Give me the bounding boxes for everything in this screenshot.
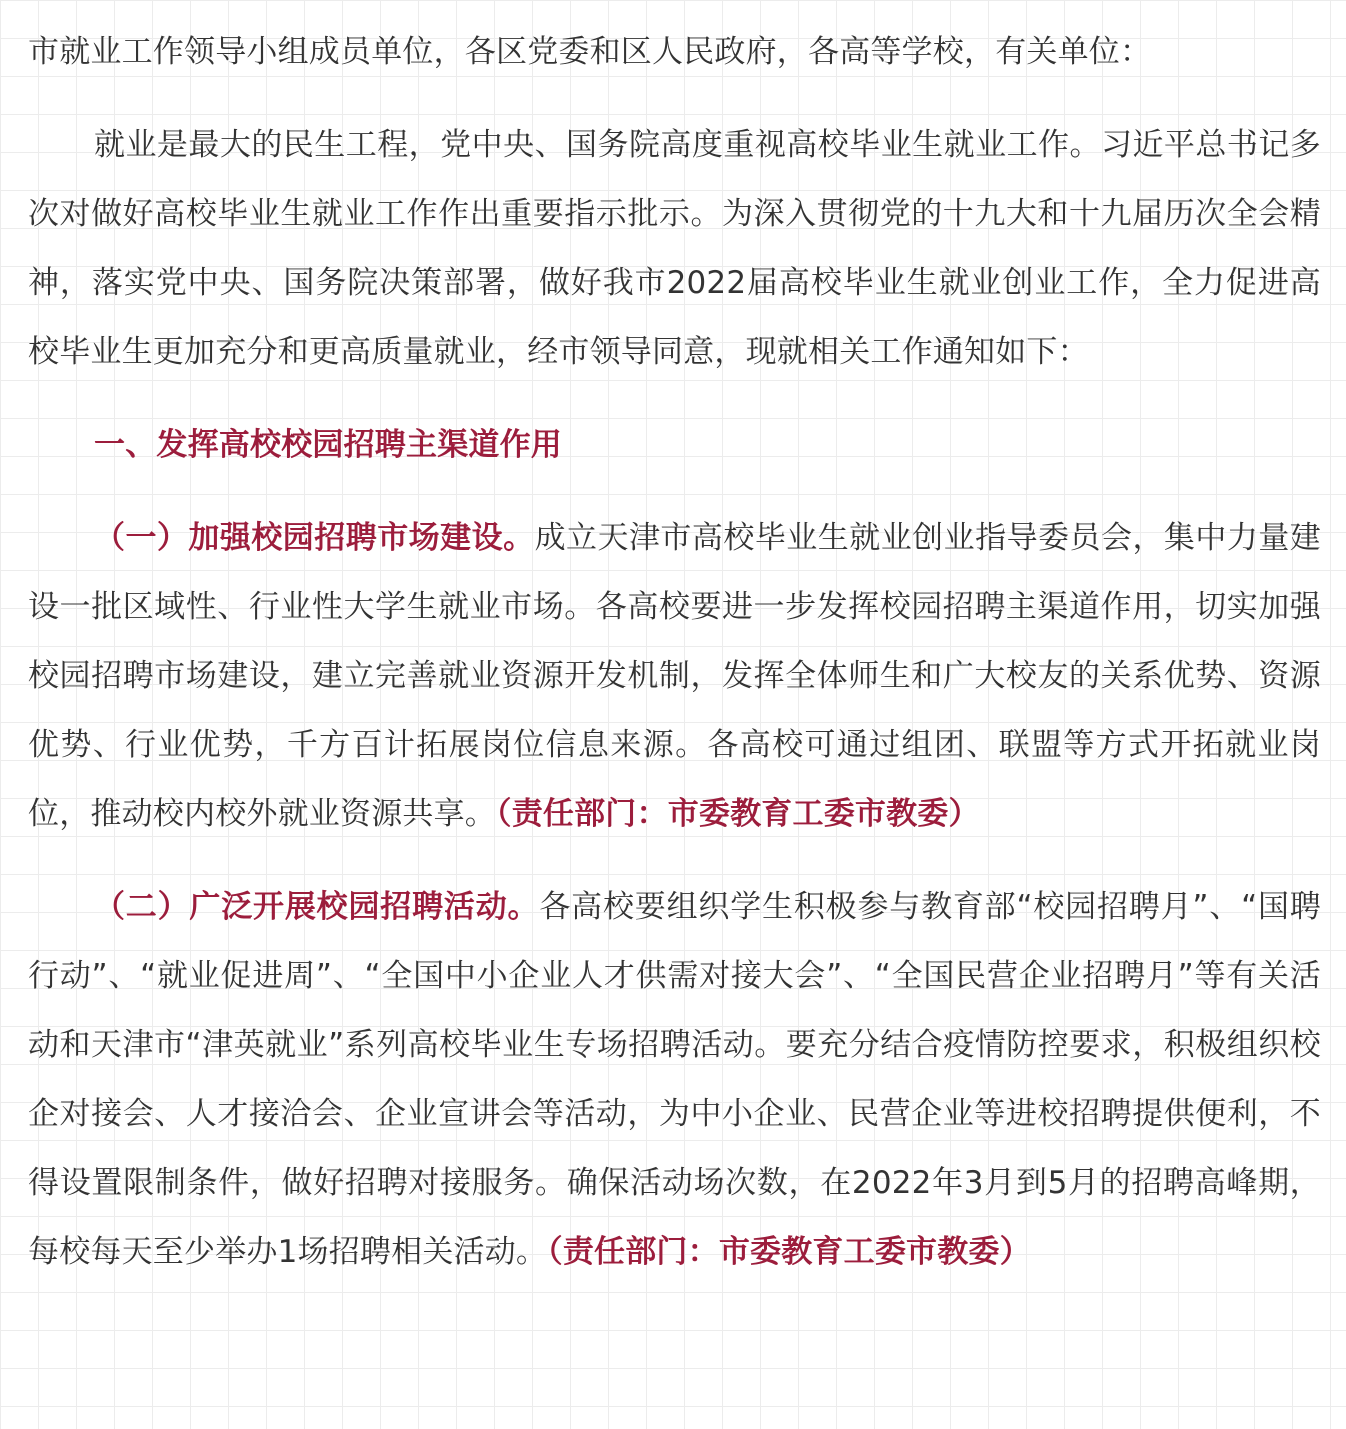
subsection-2-paragraph [28,873,1321,1287]
subsection-2-title: （二）广泛开展校园招聘活动。 [94,889,540,925]
subsection-1-body: 成立天津市高校毕业生就业创业指导委员会，集中力量建设一批区域性、行业性大学生就业市场。各高校要进一步发挥校园招聘主渠道作用，切实加强校园招聘市场建设，建立完善就业资源开发机制，发挥全体师生和广大校友的关系优势、资源优势、行业优势，千方百计拓展岗位信息来源。各高校可通过组团、联盟等方式开拓就业岗位，推动校内校外就业资源共享。 [28,520,1321,832]
subsection-1-title: （一）加强校园招聘市场建设。 [94,520,535,556]
section-heading: 一、发挥高校校园招聘主渠道作用 [94,427,562,463]
subsection-2-body: 各高校要组织学生积极参与教育部“校园招聘月”、“国聘行动”、“就业促进周”、“全国中小企业人才供需对接大会”、“全国民营企业招聘月”等有关活动和天津市“津英就业”系列高校毕业生专场招聘活动。要充分结合疫情防控要求，积极组织校企对接会、人才接洽会、企业宣讲会等活动，为中小企业、民营企业等进校招聘提供便利，不得设置限制条件，做好招聘对接服务。确保活动场次数，在2022年3月到5月的招聘高峰期，每校每天至少举办1场招聘相关活动。 [28,889,1321,1270]
subsection-1-paragraph [28,504,1321,849]
subsection-2-responsible: （责任部门：市委教育工委市教委） [547,1234,1031,1270]
subsection-1-responsible: （责任部门：市委教育工委市教委） [496,796,980,832]
intro-paragraph: 就业是最大的民生工程，党中央、国务院高度重视高校毕业生就业工作。习近平总书记多次对做好高校毕业生就业工作作出重要指示批示。为深入贯彻党的十九大和十九届历次全会精神，落实党中央、国务院决策部署，做好我市2022届高校毕业生就业创业工作，全力促进高校毕业生更加充分和更高质量就业，经市领导同意，现就相关工作通知如下： [28,127,1321,370]
salutation: 市就业工作领导小组成员单位，各区党委和区人民政府，各高等学校，有关单位： [28,34,1152,70]
